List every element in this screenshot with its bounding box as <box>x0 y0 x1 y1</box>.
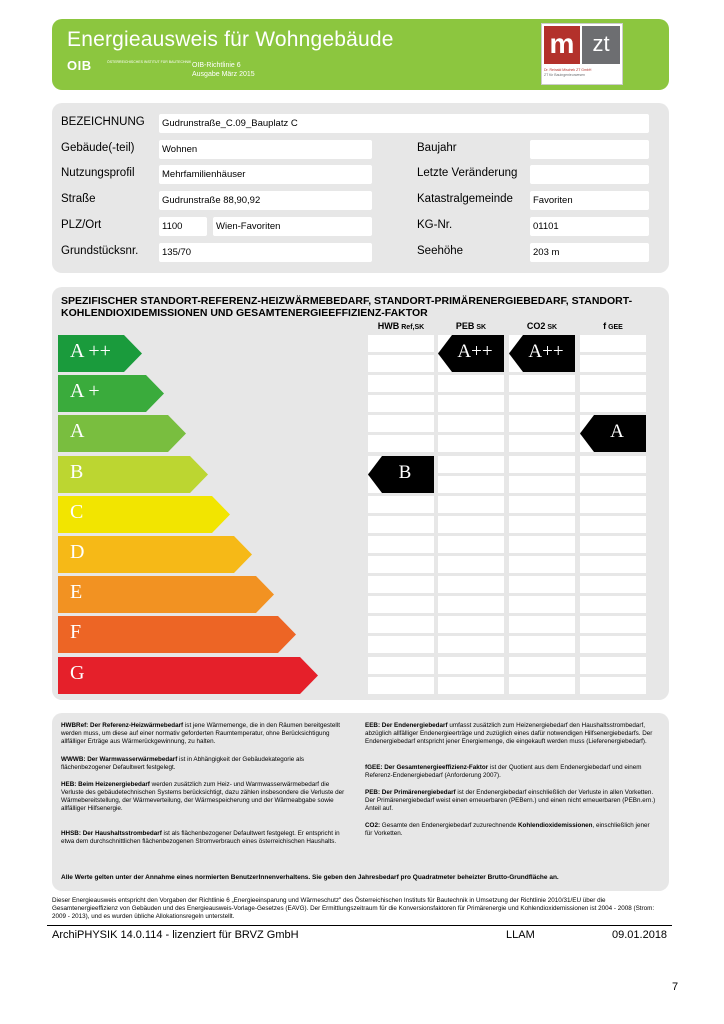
grid-cell <box>580 576 646 593</box>
energy-class-arrow-shape <box>58 657 318 694</box>
definition-hhsb-bold: Der Haushaltsstrombedarf <box>82 830 162 837</box>
energy-class-bar <box>58 657 318 694</box>
strasse-label: Straße <box>61 193 96 205</box>
bezeichnung-field: Gudrunstraße_C.09_Bauplatz C <box>159 114 649 133</box>
definition-fgee-term: fGEE: <box>365 764 383 771</box>
veraenderung-label: Letzte Veränderung <box>417 167 518 179</box>
grid-cell <box>509 596 575 613</box>
grid-cell <box>438 516 504 533</box>
definition-hwb-bold: Der Referenz-Heizwärmebedarf <box>90 722 184 729</box>
gebaeude-label: Gebäude(-teil) <box>61 142 135 154</box>
grid-cell <box>509 496 575 513</box>
energy-class-bar <box>58 335 142 372</box>
definition-wwwb-term: WWWB: <box>61 756 86 763</box>
grid-cell <box>509 616 575 633</box>
grid-cell <box>580 616 646 633</box>
grid-cell <box>438 576 504 593</box>
grid-cell <box>580 677 646 694</box>
seehoehe-field: 203 m <box>530 243 649 262</box>
definition-peb <box>365 789 657 813</box>
energy-class-bar <box>58 456 208 493</box>
column-header-co2-main: CO2 <box>526 321 546 331</box>
nutzungsprofil-label: Nutzungsprofil <box>61 167 135 179</box>
definition-hhsb <box>61 830 346 846</box>
grid-cell <box>368 657 434 674</box>
definition-co2-text: Gesamte den Endenergiebedarf zuzurechnende <box>380 822 518 829</box>
grid-cell <box>509 375 575 392</box>
grid-cell <box>438 435 504 452</box>
grid-cell <box>580 657 646 674</box>
definition-co2-bold: Kohlendioxidemissionen <box>517 822 593 829</box>
definition-hhsb-term: HHSB: <box>61 830 81 837</box>
grid-cell <box>580 375 646 392</box>
definition-fgee <box>365 764 657 780</box>
energy-class-label: G <box>70 661 85 684</box>
grid-cell <box>438 415 504 432</box>
definition-hhsb-text: ist als flächenbezogener Defaultwert festgelegt. Er entspricht in etwa dem durchschnittlichen flächenbezogenen Stromverbrauch eines österreichischen Haushalts. <box>61 830 340 845</box>
footer-date: 09.01.2018 <box>612 929 668 941</box>
energy-class-arrow <box>58 536 252 573</box>
grid-cell <box>509 456 575 473</box>
energy-class-arrow-shape <box>58 496 230 533</box>
strasse-field: Gudrunstraße 88,90,92 <box>159 191 372 210</box>
definition-co2 <box>365 822 657 838</box>
grid-cell <box>368 576 434 593</box>
definition-peb-term: PEB: <box>365 789 381 796</box>
footer-software: ArchiPHYSIK 14.0.114 - lizenziert für BRVZ GmbH <box>52 929 299 941</box>
grid-cell <box>438 476 504 493</box>
rating-marker-label: B <box>398 461 412 483</box>
grid-cell <box>368 596 434 613</box>
plz-field: 1100 <box>159 217 207 236</box>
definition-heb-term: HEB: <box>61 781 77 788</box>
definition-fgee-text: ist der Quotient aus dem Endenergiebedarf und einem Referenz-Endenergiebedarf (Anforderung 2007). <box>365 764 642 779</box>
company-tagline: ZT für Bauingenieurwesen <box>544 73 585 77</box>
legal-note: Dieser Energieausweis entspricht den Vorgaben der Richtlinie 6 „Energieeinsparung und Wärmeschutz" des Österreichischen Instituts für Bautechnik in Umsetzung der Richtlinie 2010/31/EU über die Gesamtenergieeffizienz von Gebäuden und des Energieausweis-Vorlage-Gesetzes (EAVG). Der Ermittlungszeitraum für die Konversionsfaktoren für Primärenergie und Kohlendioxidemissionen ist 2004 - 2008 (Strom: 2009 - 2013), und es wurden übliche Allokationsregeln unterstellt. <box>52 897 655 920</box>
veraenderung-field <box>530 165 649 184</box>
rating-marker-label: A++ <box>457 341 493 362</box>
energy-class-arrow <box>58 496 230 533</box>
rating-marker-label: A <box>610 421 624 443</box>
energy-class-arrow <box>58 576 274 613</box>
definition-heb <box>61 781 346 813</box>
grid-cell <box>368 496 434 513</box>
energy-class-bar <box>58 536 252 573</box>
grid-cell <box>368 556 434 573</box>
energy-class-arrow <box>58 657 318 694</box>
guideline-name: OIB-Richtlinie 6 <box>192 62 241 69</box>
column-header-peb-main: PEB <box>455 321 475 331</box>
guideline-edition: Ausgabe März 2015 <box>192 71 255 78</box>
grid-cell <box>368 415 434 432</box>
definition-wwwb <box>61 756 346 772</box>
energy-class-bar <box>58 375 164 412</box>
grid-cell <box>509 476 575 493</box>
definition-eeb <box>365 722 657 746</box>
energy-class-arrow-shape <box>58 536 252 573</box>
grid-cell <box>368 355 434 372</box>
definitions-footer: Alle Werte gelten unter der Annahme eines normierten BenutzerInnenverhaltens. Sie geben den Jahresbedarf pro Quadratmeter beheizter Brutto-Grundfläche an. <box>61 874 559 881</box>
grid-cell <box>509 657 575 674</box>
co2-rating-marker <box>509 335 575 372</box>
grid-cell <box>438 596 504 613</box>
energy-class-arrow-shape <box>58 616 296 653</box>
definition-heb-text: werden zusätzlich zum Heiz- und Warmwasserwärmebedarf die Verluste des gebäudetechnischen Systems berücksichtigt, dazu zählen insbesondere die Verluste der Wärmebereitstellung, der Wärmeverteilung, der Wärmespeicherung und der Wärmeabgabe sowie allfälliger Hilfsenergie. <box>61 781 345 812</box>
grid-cell <box>438 636 504 653</box>
column-header-co2 <box>509 321 575 331</box>
oib-institute-name: ÖSTERREICHISCHES INSTITUT FÜR BAUTECHNIK <box>107 60 192 64</box>
grid-cell <box>580 496 646 513</box>
kgnr-label: KG-Nr. <box>417 219 453 231</box>
grid-cell <box>509 395 575 412</box>
column-header-hwb-sub: Ref,SK <box>399 324 425 331</box>
grid-cell <box>509 516 575 533</box>
grid-cell <box>509 556 575 573</box>
energy-class-label: C <box>70 500 84 523</box>
grid-cell <box>509 435 575 452</box>
definition-hwb-term: HWBRef: <box>61 722 89 729</box>
grid-cell <box>580 395 646 412</box>
energy-class-label: B <box>70 460 84 483</box>
definition-peb-bold: Der Primärenergiebedarf <box>381 789 456 796</box>
grid-cell <box>509 576 575 593</box>
grid-cell <box>509 636 575 653</box>
grid-cell <box>368 435 434 452</box>
page-number: 7 <box>672 981 679 993</box>
katastral-field: Favoriten <box>530 191 649 210</box>
baujahr-label: Baujahr <box>417 142 457 154</box>
plz-ort-label: PLZ/Ort <box>61 219 102 231</box>
grundstueck-label: Grundstücksnr. <box>61 245 139 257</box>
grid-cell <box>368 616 434 633</box>
grid-cell <box>580 355 646 372</box>
oib-logo-text: OIB <box>67 58 92 73</box>
column-header-peb <box>438 321 504 331</box>
grid-cell <box>580 456 646 473</box>
grid-cell <box>438 536 504 553</box>
column-header-hwb-main: HWB <box>377 321 400 331</box>
header-banner <box>52 19 669 90</box>
energy-class-label: A <box>70 420 85 443</box>
document-title: Energieausweis für Wohngebäude <box>67 28 394 51</box>
grid-cell <box>509 536 575 553</box>
grid-cell <box>438 375 504 392</box>
energy-class-label: A ++ <box>70 340 111 362</box>
definition-hwb-text: ist jene Wärmemenge, die in den Räumen bereitgestellt werden muss, um diese auf einer normativ geforderten Raumtemperatur, ohne Berücksichtigung allfälliger Erträge aus Wärmerückgewinnung, zu halten. <box>61 722 340 745</box>
grundstueck-field: 135/70 <box>159 243 372 262</box>
company-logo-m: m <box>544 26 580 64</box>
definition-co2-text2: , einschließlich jener für Vorketten. <box>365 822 650 837</box>
grid-cell <box>438 496 504 513</box>
energy-class-bar <box>58 576 274 613</box>
definition-co2-term: CO2: <box>365 822 381 829</box>
definition-wwwb-text: ist in Abhängigkeit der Gebäudekategorie als flächenbezogener Defaultwert festgelegt. <box>61 756 305 771</box>
grid-cell <box>509 677 575 694</box>
energy-class-arrow-shape <box>58 576 274 613</box>
grid-cell <box>368 516 434 533</box>
column-header-fgee-sub: GEE <box>606 324 623 331</box>
baujahr-field <box>530 140 649 159</box>
grid-cell <box>580 476 646 493</box>
energy-section-title: SPEZIFISCHER STANDORT-REFERENZ-HEIZWÄRMEBEDARF, STANDORT-PRIMÄRENERGIEBEDARF, STANDORT-KOHLENDIOXIDEMISSIONEN UND GESAMTENERGIEEFFIZIENZ-FAKTOR <box>61 295 633 319</box>
energy-class-bar <box>58 616 296 653</box>
grid-cell <box>368 636 434 653</box>
energy-class-arrow <box>58 616 296 653</box>
ort-field: Wien-Favoriten <box>213 217 372 236</box>
energy-class-bar <box>58 415 186 452</box>
grid-cell <box>368 677 434 694</box>
energy-class-label: F <box>70 621 82 644</box>
energy-class-label: D <box>70 541 85 563</box>
grid-cell <box>580 516 646 533</box>
company-logo-zt: zt <box>582 26 620 64</box>
definition-heb-bold: Beim Heizenergiebedarf <box>78 781 150 788</box>
column-header-peb-sub: SK <box>474 324 487 331</box>
grid-cell <box>580 596 646 613</box>
column-header-hwb <box>368 321 434 331</box>
grid-cell <box>368 335 434 352</box>
peb-rating-marker <box>438 335 504 372</box>
energy-scale-panel <box>52 287 669 700</box>
fgee-rating-marker <box>580 415 646 452</box>
guideline-info <box>192 61 255 79</box>
object-data-panel <box>52 103 669 273</box>
energy-class-bar <box>58 496 230 533</box>
definition-wwwb-bold: Der Warmwasserwärmebedarf <box>87 756 178 763</box>
rating-marker-label: A++ <box>528 341 564 362</box>
grid-cell <box>580 636 646 653</box>
bezeichnung-label: BEZEICHNUNG <box>61 116 145 128</box>
oib-logo <box>67 58 192 78</box>
company-logo <box>541 23 623 85</box>
grid-cell <box>580 335 646 352</box>
definition-hwb <box>61 722 346 746</box>
energy-class-label: E <box>70 581 83 604</box>
seehoehe-label: Seehöhe <box>417 245 464 257</box>
nutzungsprofil-field: Mehrfamilienhäuser <box>159 165 372 184</box>
definitions-panel <box>52 713 669 891</box>
definition-eeb-text: umfasst zusätzlich zum Heizenergiebedarf den Haushaltsstrombedarf, abzüglich allfälliger Endenergieerträge und zuzüglich eines dafür notwendigen Hilfsenergiebedarfs. Der Endenergiebedarf entspricht jener Energiemenge, die eingekauft werden muss (Lieferenergiebedarf). <box>365 722 653 745</box>
grid-cell <box>509 415 575 432</box>
grid-cell <box>438 456 504 473</box>
energy-class-label: A + <box>70 380 100 403</box>
company-name: Dr. Reinald Mischek ZT GmbH <box>544 68 592 72</box>
definition-eeb-term: EEB: <box>365 722 381 729</box>
grid-cell <box>438 395 504 412</box>
gebaeude-field: Wohnen <box>159 140 372 159</box>
definition-peb-text: ist der Endenergiebedarf einschließlich der Verluste in allen Vorketten. Der Primärenergiebedarf weist einen erneuerbaren (PEBern.) und einen nicht erneuerbaren (PEBn.ern.) Anteil auf. <box>365 789 656 812</box>
definition-eeb-bold: Der Endenergiebedarf <box>381 722 448 729</box>
hwb-rating-marker <box>368 456 434 493</box>
grid-cell <box>368 395 434 412</box>
grid-cell <box>438 556 504 573</box>
grid-cell <box>438 616 504 633</box>
katastral-label: Katastralgemeinde <box>417 193 513 205</box>
column-header-fgee <box>580 321 646 331</box>
grid-cell <box>580 556 646 573</box>
column-header-co2-sub: SK <box>545 324 558 331</box>
grid-cell <box>438 677 504 694</box>
column-header-fgee-main: f <box>603 321 607 331</box>
kgnr-field: 01101 <box>530 217 649 236</box>
footer-divider <box>47 925 672 926</box>
grid-cell <box>368 536 434 553</box>
grid-cell <box>368 375 434 392</box>
grid-cell <box>580 536 646 553</box>
grid-cell <box>438 657 504 674</box>
footer-code: LLAM <box>506 929 535 941</box>
definition-fgee-bold: Der Gesamtenergieeffizienz-Faktor <box>384 764 489 771</box>
